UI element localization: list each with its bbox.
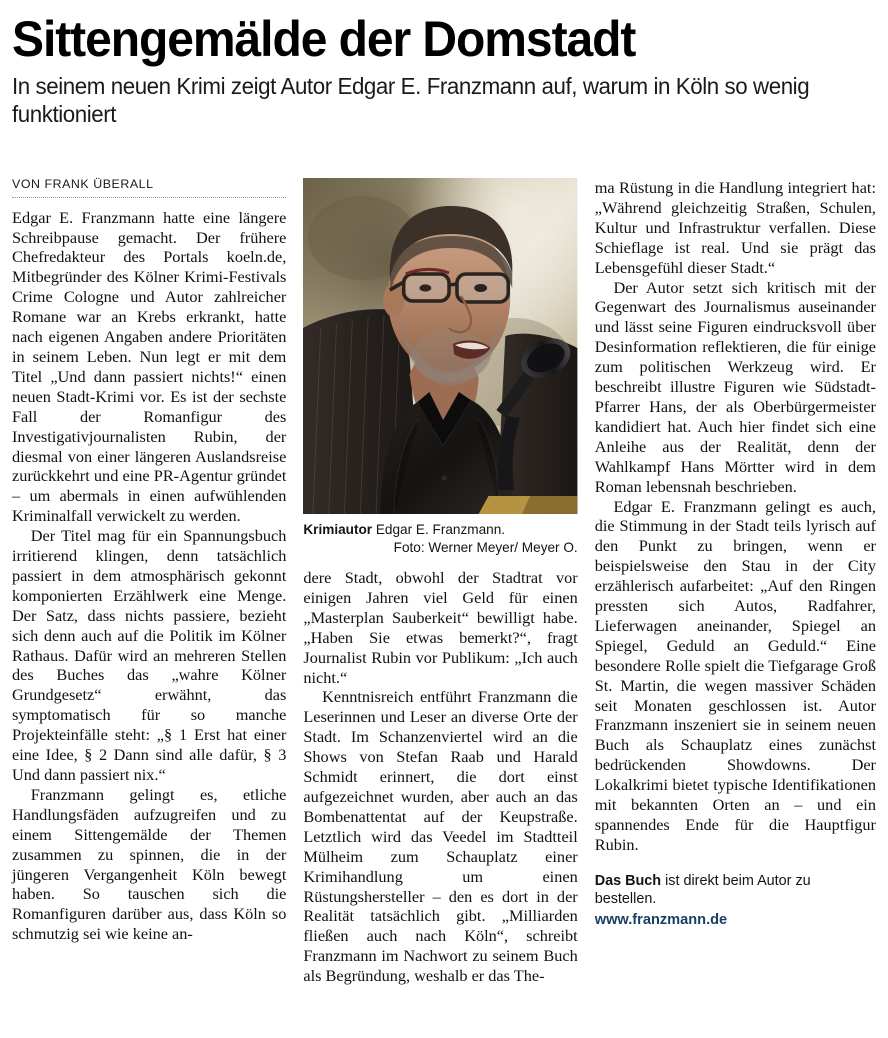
column-one-body: [12, 208, 286, 945]
author-photo: [303, 178, 577, 514]
author-photo-wrap: [303, 178, 577, 514]
article-page: [0, 11, 888, 1038]
caption-lead: Krimiautor: [303, 522, 373, 537]
column-three: [595, 178, 876, 1038]
column-three-body: [595, 178, 876, 855]
paragraph: Kenntnisreich entführt Franzmann die Leserinnen und Leser an diverse Orte der Stadt. Im Schanzenviertel wird an die Shows von Stefan Raab und Harald Schmidt erinnert, die dort einst aufgezeichnet wurden, aber auch an das Bombenattentat auf der Keupstraße. Letztlich wird das Veedel im Stadtteil Mülheim zum Schauplatz einer Krimihandlung um einen Rüstungshersteller – den es dort in der Realität tatsächlich gibt. „Milliarden fließen auch nach Köln“, schreibt Franzmann im Nachwort zu seinem Buch als Begründung, weshalb er das The-: [303, 687, 578, 986]
column-two: [303, 178, 577, 1038]
photo-caption: [303, 521, 577, 556]
info-text: ist direkt beim Autor zu bestellen.: [594, 872, 811, 908]
paragraph: Edgar E. Franzmann gelingt es auch, die Stimmung in der Stadt teils lyrisch auf den Punkt zu bringen, wenn er beispielsweise den Stau in der City erzählerisch aufarbeitet: „Auf den Ringen pressten sich Autos, Radfahrer, Lieferwagen aneinander, Spiegel an Spiegel, Geduld an Geduld.“ Eine besondere Rolle spielt die Tiefgarage Groß St. Martin, die wegen massiver Schäden seit Monaten geschlossen ist. Autor Franzmann inszeniert sie in seinem neuen Buch als Schauplatz eines zunächst bedrückenden Showdowns. Der Lokalkrimi bietet typische Identifikationen mit bekannten Orten an – und ein spannendes Ende für die Hauptfigur Rubin.: [594, 496, 876, 854]
column-one: [12, 178, 286, 1038]
article-subhead: In seinem neuen Krimi zeigt Autor Edgar E. Franzmann auf, warum in Köln so wenig funktioniert: [12, 73, 810, 127]
byline-divider: [12, 197, 286, 198]
paragraph: Der Autor setzt sich kritisch mit der Gegenwart des Journalismus auseinander und lässt seine Figuren eindrucksvoll über Desinformation reflektieren, die für einige zum politischen Werkzeug wird. Er beschreibt illustre Figuren wie Südstadt-Pfarrer Hans, der als Oberbürgermeister kandidiert hat. Auch hier findet sich eine Anleihe aus der Realität, denn der Wahlkampf Hans Mörtter wird in dem Roman lebensnah beschrieben.: [594, 277, 876, 496]
book-info-block: [595, 872, 876, 930]
paragraph: Edgar E. Franzmann hatte eine längere Schreibpause gemacht. Der frühere Chefredakteur des Portals koeln.de, Mitbegründer des Kölner Krimi-Festivals Crime Cologne und Autor zahlreicher Romane war an Krebs erkrankt, hatte nach eigenen Angaben andere Prioritäten in seinem Leben. Nun legt er mit dem Titel „Und dann passiert nichts!“ einen neuen Stadt-Krimi vor. Es ist der sechste Fall der Romanfigur des Investigativjournalisten Rubin, der diesmal von einer längeren Auslandsreise zurückkehrt und eine PR-Agentur gründet – um abermals in einen aufwühlenden Kriminalfall verwickelt zu werden.: [12, 207, 287, 526]
column-two-body: [303, 568, 577, 986]
info-lead: Das Buch: [594, 872, 662, 889]
article-columns: [12, 178, 876, 1038]
paragraph: dere Stadt, obwohl der Stadtrat vor einigen Jahren viel Geld für einen „Masterplan Sauberkeit“ bewilligt habe. „Haben Sie etwas bemerkt?“, fragt Journalist Rubin vor Publikum: „Ich auch nicht.“: [303, 568, 578, 687]
author-website-link[interactable]: www.franzmann.de: [594, 912, 728, 928]
caption-text: Edgar E. Franzmann.: [372, 522, 506, 537]
page-title: Sittengemälde der Domstadt: [12, 11, 636, 67]
paragraph: ma Rüstung in die Handlung integriert hat: „Während gleichzeitig Straßen, Schulen, Kultur und Infrastruktur verfallen. Diese Schieflage ist real. Und sie prägt das Lebensgefühl dieser Stadt.“: [594, 178, 876, 277]
paragraph: Der Titel mag für ein Spannungsbuch irritierend klingen, denn tatsächlich passiert in dem atmosphärisch gekonnt komponierten Erzählwerk eine Menge. Der Satz, dass nichts passiere, bezieht sich denn auch auf die Politik im Kölner Rathaus. Dafür wird an mehreren Stellen des Buches das „wahre Kölner Grundgesetz“ erwähnt, das symptomatisch für so manche Projekteinfälle steht: „§ 1 Erst hat einer eine Idee, § 2 Dann sind alle dafür, § 3 Und dann passiert nix.“: [12, 526, 287, 785]
paragraph: Franzmann gelingt es, etliche Handlungsfäden aufzugreifen und zu einem Sittengemälde der Themen zusammen zu spinnen, die in der jüngeren Vergangenheit Köln bewegt haben. So tauschen sich die Romanfiguren darüber aus, dass Köln so schmutzig sei wie keine an-: [12, 784, 287, 944]
byline: VON FRANK ÜBERALL: [12, 177, 154, 191]
photo-credit: Foto: Werner Meyer/ Meyer O.: [393, 539, 578, 555]
